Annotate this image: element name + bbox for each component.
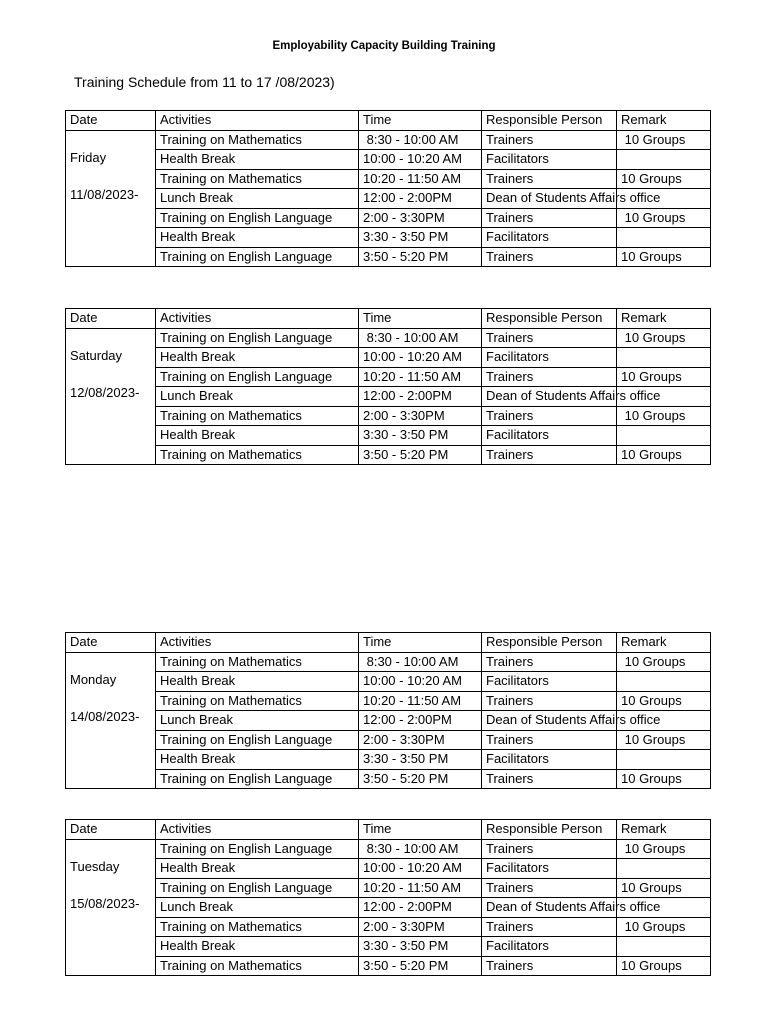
responsible-cell: Trainers — [482, 956, 617, 976]
table-row — [66, 956, 711, 976]
time-cell: 3:30 - 3:50 PM — [359, 228, 482, 248]
header-activities: Activities — [156, 633, 359, 653]
table-row — [66, 169, 711, 189]
time-cell: 8:30 - 10:00 AM — [359, 130, 482, 150]
time-cell: 3:50 - 5:20 PM — [359, 247, 482, 267]
header-date: Date — [66, 309, 156, 329]
table-row — [66, 387, 711, 407]
time-cell: 12:00 - 2:00PM — [359, 898, 482, 918]
time-cell: 2:00 - 3:30PM — [359, 406, 482, 426]
day-name: Monday — [70, 671, 117, 687]
table-row — [66, 406, 711, 426]
activity-cell: Lunch Break — [156, 387, 359, 407]
responsible-cell: Facilitators — [482, 348, 617, 368]
responsible-cell: Facilitators — [482, 859, 617, 879]
day-name: Saturday — [70, 347, 123, 363]
header-remark: Remark — [617, 820, 711, 840]
time-cell: 10:00 - 10:20 AM — [359, 859, 482, 879]
responsible-cell: Trainers — [482, 130, 617, 150]
time-cell: 3:30 - 3:50 PM — [359, 750, 482, 770]
activity-cell: Training on English Language — [156, 769, 359, 789]
activity-cell: Training on Mathematics — [156, 956, 359, 976]
activity-cell: Health Break — [156, 750, 359, 770]
header-activities: Activities — [156, 111, 359, 131]
activity-cell: Lunch Break — [156, 711, 359, 731]
remark-cell: 10 Groups — [617, 956, 711, 976]
time-cell: 10:20 - 11:50 AM — [359, 878, 482, 898]
activity-cell: Training on English Language — [156, 878, 359, 898]
remark-cell: 10 Groups — [617, 691, 711, 711]
responsible-cell: Trainers — [482, 652, 617, 672]
activity-cell: Lunch Break — [156, 189, 359, 209]
table-row — [66, 898, 711, 918]
table-header-row — [66, 633, 711, 653]
time-cell: 12:00 - 2:00PM — [359, 711, 482, 731]
header-time: Time — [359, 111, 482, 131]
remark-cell: 10 Groups — [617, 917, 711, 937]
header-activities: Activities — [156, 309, 359, 329]
activity-cell: Training on Mathematics — [156, 406, 359, 426]
remark-cell: 10 Groups — [617, 878, 711, 898]
time-cell: 10:00 - 10:20 AM — [359, 348, 482, 368]
activity-cell: Health Break — [156, 228, 359, 248]
day-date: 11/08/2023- — [70, 187, 139, 202]
time-cell: 2:00 - 3:30PM — [359, 730, 482, 750]
responsible-cell: Facilitators — [482, 228, 617, 248]
table-row — [66, 367, 711, 387]
header-remark: Remark — [617, 309, 711, 329]
remark-cell — [617, 348, 711, 368]
table-row — [66, 878, 711, 898]
table-row — [66, 328, 711, 348]
responsible-cell: Trainers — [482, 839, 617, 859]
time-cell: 8:30 - 10:00 AM — [359, 652, 482, 672]
responsible-cell: Trainers — [482, 769, 617, 789]
table-row — [66, 150, 711, 170]
time-cell: 3:30 - 3:50 PM — [359, 426, 482, 446]
table-row — [66, 426, 711, 446]
activity-cell: Health Break — [156, 348, 359, 368]
responsible-cell: Trainers — [482, 878, 617, 898]
responsible-cell: Trainers — [482, 917, 617, 937]
table-row — [66, 859, 711, 879]
activity-cell: Training on English Language — [156, 208, 359, 228]
remark-cell: 10 Groups — [617, 208, 711, 228]
schedule-table-friday — [65, 110, 711, 267]
activity-cell: Health Break — [156, 937, 359, 957]
time-cell: 3:50 - 5:20 PM — [359, 769, 482, 789]
table-row — [66, 348, 711, 368]
responsible-cell: Facilitators — [482, 750, 617, 770]
remark-cell: 10 Groups — [617, 652, 711, 672]
table-row — [66, 672, 711, 692]
time-cell: 2:00 - 3:30PM — [359, 208, 482, 228]
header-responsible: Responsible Person — [482, 111, 617, 131]
time-cell: 3:30 - 3:50 PM — [359, 937, 482, 957]
remark-cell: 10 Groups — [617, 247, 711, 267]
table-row — [66, 730, 711, 750]
remark-cell: 10 Groups — [617, 769, 711, 789]
header-responsible: Responsible Person — [482, 633, 617, 653]
responsible-cell: Trainers — [482, 730, 617, 750]
responsible-cell: Trainers — [482, 208, 617, 228]
header-activities: Activities — [156, 820, 359, 840]
time-cell: 2:00 - 3:30PM — [359, 917, 482, 937]
remark-cell: 10 Groups — [617, 367, 711, 387]
responsible-cell: Dean of Students Affairs office — [482, 898, 617, 918]
responsible-cell: Dean of Students Affairs office — [482, 189, 617, 209]
day-date: 14/08/2023- — [70, 709, 140, 724]
time-cell: 10:00 - 10:20 AM — [359, 150, 482, 170]
table-row — [66, 937, 711, 957]
time-cell: 10:20 - 11:50 AM — [359, 169, 482, 189]
activity-cell: Health Break — [156, 672, 359, 692]
remark-cell: 10 Groups — [617, 406, 711, 426]
header-date: Date — [66, 633, 156, 653]
header-remark: Remark — [617, 633, 711, 653]
activity-cell: Training on English Language — [156, 730, 359, 750]
day-name: Tuesday — [70, 858, 120, 874]
time-cell: 10:20 - 11:50 AM — [359, 367, 482, 387]
time-cell: 8:30 - 10:00 AM — [359, 328, 482, 348]
activity-cell: Training on Mathematics — [156, 652, 359, 672]
header-time: Time — [359, 309, 482, 329]
table-row — [66, 130, 711, 150]
responsible-cell: Facilitators — [482, 672, 617, 692]
date-cell — [66, 328, 156, 465]
activity-cell: Training on English Language — [156, 367, 359, 387]
activity-cell: Training on Mathematics — [156, 169, 359, 189]
responsible-cell: Facilitators — [482, 150, 617, 170]
schedule-table-monday — [65, 632, 711, 789]
remark-cell — [617, 859, 711, 879]
table-row — [66, 208, 711, 228]
remark-cell — [617, 228, 711, 248]
time-cell: 3:50 - 5:20 PM — [359, 445, 482, 465]
remark-cell — [617, 750, 711, 770]
responsible-cell: Trainers — [482, 406, 617, 426]
activity-cell: Lunch Break — [156, 898, 359, 918]
activity-cell: Training on Mathematics — [156, 445, 359, 465]
header-date: Date — [66, 820, 156, 840]
table-row — [66, 839, 711, 859]
header-remark: Remark — [617, 111, 711, 131]
time-cell: 12:00 - 2:00PM — [359, 387, 482, 407]
document-subtitle: Training Schedule from 11 to 17 /08/2023) — [74, 74, 335, 90]
responsible-cell: Trainers — [482, 691, 617, 711]
activity-cell: Training on Mathematics — [156, 130, 359, 150]
remark-cell — [617, 672, 711, 692]
table-row — [66, 652, 711, 672]
table-row — [66, 750, 711, 770]
time-cell: 10:20 - 11:50 AM — [359, 691, 482, 711]
header-date: Date — [66, 111, 156, 131]
time-cell: 3:50 - 5:20 PM — [359, 956, 482, 976]
responsible-cell: Trainers — [482, 169, 617, 189]
header-responsible: Responsible Person — [482, 309, 617, 329]
activity-cell: Training on English Language — [156, 247, 359, 267]
remark-cell — [617, 150, 711, 170]
remark-cell — [617, 426, 711, 446]
responsible-cell: Trainers — [482, 367, 617, 387]
date-cell — [66, 839, 156, 976]
responsible-cell: Trainers — [482, 445, 617, 465]
table-header-row — [66, 111, 711, 131]
table-row — [66, 189, 711, 209]
remark-cell — [617, 937, 711, 957]
table-header-row — [66, 820, 711, 840]
responsible-cell: Facilitators — [482, 426, 617, 446]
table-header-row — [66, 309, 711, 329]
remark-cell: 10 Groups — [617, 730, 711, 750]
schedule-table-tuesday — [65, 819, 711, 976]
table-row — [66, 445, 711, 465]
responsible-cell: Facilitators — [482, 937, 617, 957]
responsible-cell: Dean of Students Affairs office — [482, 711, 617, 731]
time-cell: 8:30 - 10:00 AM — [359, 839, 482, 859]
responsible-cell: Trainers — [482, 328, 617, 348]
responsible-cell: Trainers — [482, 247, 617, 267]
time-cell: 12:00 - 2:00PM — [359, 189, 482, 209]
date-cell — [66, 652, 156, 789]
activity-cell: Training on Mathematics — [156, 691, 359, 711]
time-cell: 10:00 - 10:20 AM — [359, 672, 482, 692]
table-row — [66, 711, 711, 731]
activity-cell: Training on English Language — [156, 328, 359, 348]
remark-cell: 10 Groups — [617, 130, 711, 150]
table-row — [66, 691, 711, 711]
day-name: Friday — [70, 149, 107, 165]
document-title: Employability Capacity Building Training — [272, 40, 496, 52]
table-row — [66, 769, 711, 789]
day-date: 12/08/2023- — [70, 385, 140, 400]
activity-cell: Training on Mathematics — [156, 917, 359, 937]
activity-cell: Health Break — [156, 150, 359, 170]
date-cell — [66, 130, 156, 267]
activity-cell: Health Break — [156, 426, 359, 446]
header-time: Time — [359, 633, 482, 653]
table-row — [66, 228, 711, 248]
day-date: 15/08/2023- — [70, 896, 140, 911]
activity-cell: Training on English Language — [156, 839, 359, 859]
activity-cell: Health Break — [156, 859, 359, 879]
responsible-cell: Dean of Students Affairs office — [482, 387, 617, 407]
remark-cell: 10 Groups — [617, 839, 711, 859]
table-row — [66, 247, 711, 267]
remark-cell: 10 Groups — [617, 328, 711, 348]
schedule-table-saturday — [65, 308, 711, 465]
remark-cell: 10 Groups — [617, 445, 711, 465]
table-row — [66, 917, 711, 937]
header-responsible: Responsible Person — [482, 820, 617, 840]
remark-cell: 10 Groups — [617, 169, 711, 189]
header-time: Time — [359, 820, 482, 840]
